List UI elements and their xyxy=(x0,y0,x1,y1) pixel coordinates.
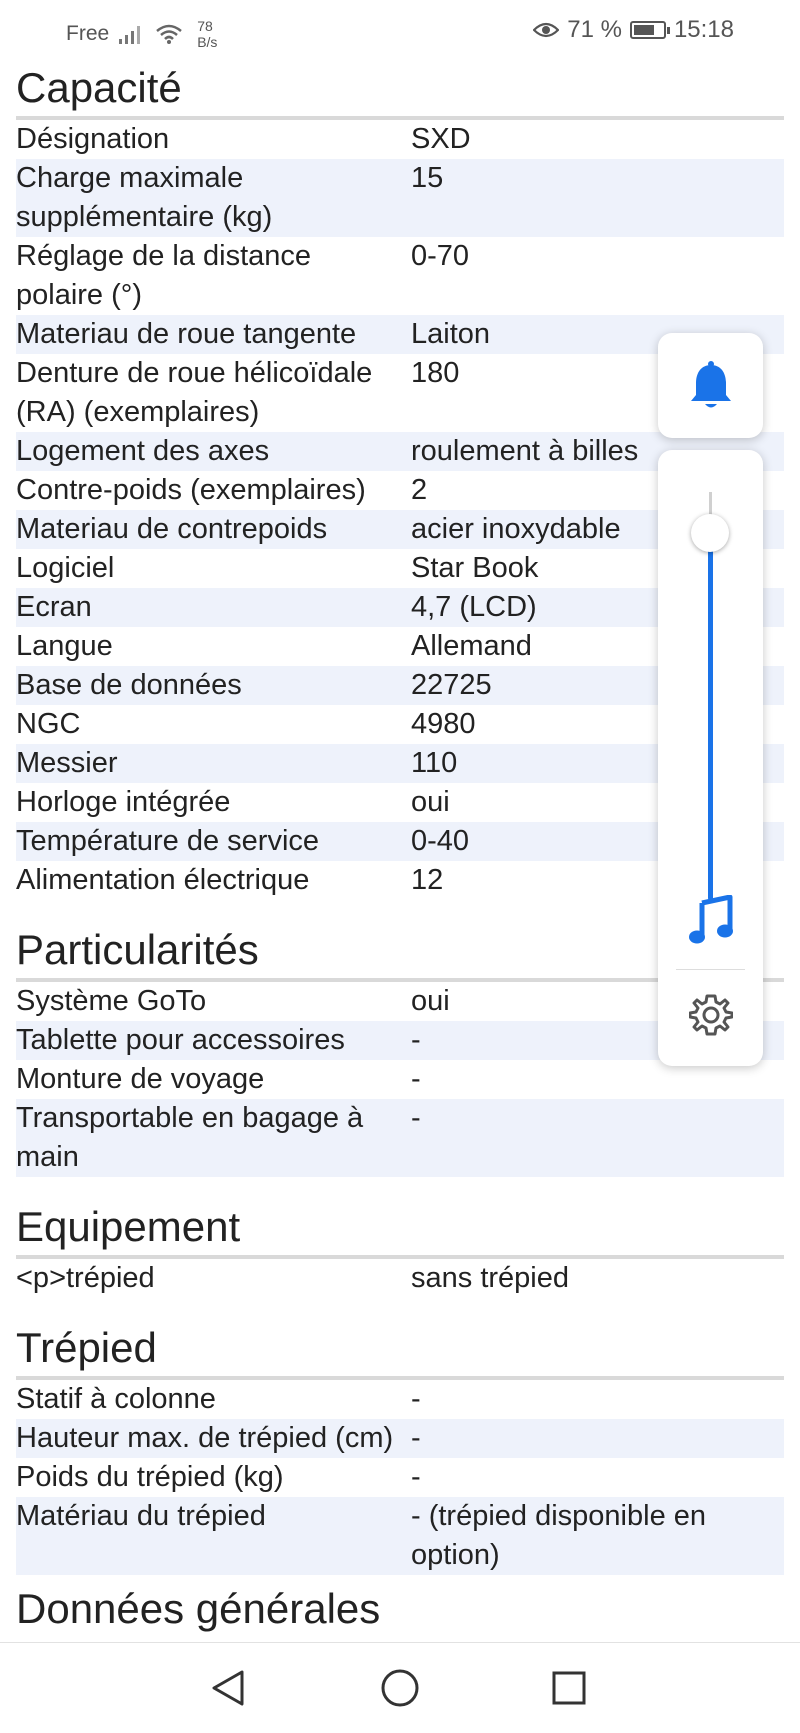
carrier-name: Free xyxy=(66,22,110,45)
section-title: Capacité xyxy=(16,60,784,120)
spec-label: Logiciel xyxy=(16,552,115,584)
spec-label: Statif à colonne xyxy=(16,1383,216,1415)
spec-value: 2 xyxy=(411,474,428,506)
volume-panel xyxy=(658,450,763,1066)
spec-row xyxy=(16,1259,784,1298)
spec-row xyxy=(16,1458,784,1497)
spec-value: 0-40 xyxy=(411,822,784,861)
next-section xyxy=(0,1583,800,1635)
spec-value: sans trépied xyxy=(411,1262,569,1294)
spec-row xyxy=(16,1099,784,1177)
spec-label: NGC xyxy=(16,708,81,740)
battery-icon xyxy=(630,21,666,39)
spec-value: Allemand xyxy=(411,630,532,662)
spec-label: Ecran xyxy=(16,588,411,627)
panel-divider xyxy=(676,969,745,970)
spec-label: Materiau de roue tangente xyxy=(16,315,411,354)
signal-icon xyxy=(119,24,145,44)
music-note-icon xyxy=(688,895,734,945)
spec-value: - xyxy=(411,1383,421,1415)
next-section-title: Données générales xyxy=(16,1585,381,1632)
spec-label: Matériau du trépied xyxy=(16,1497,411,1575)
spec-value: roulement à billes xyxy=(411,432,784,471)
spec-label: Denture de roue hélicoïdale (RA) (exemplaires) xyxy=(16,357,373,428)
spec-value: 0-70 xyxy=(411,240,470,272)
status-left xyxy=(66,18,217,50)
spec-label: Messier xyxy=(16,744,411,783)
spec-label: Base de données xyxy=(16,666,411,705)
spec-value: 4980 xyxy=(411,708,476,740)
spec-value: oui xyxy=(411,985,450,1017)
spec-value: SXD xyxy=(411,123,471,155)
spec-value: 4,7 (LCD) xyxy=(411,588,784,627)
spec-section xyxy=(0,1177,800,1298)
spec-label: Réglage de la distance polaire (°) xyxy=(16,240,312,311)
spec-label: Contre-poids (exemplaires) xyxy=(16,474,366,506)
spec-label: Système GoTo xyxy=(16,985,207,1017)
spec-label: Horloge intégrée xyxy=(16,786,231,818)
section-spacer xyxy=(16,1177,784,1199)
spec-label: Materiau de contrepoids xyxy=(16,510,411,549)
spec-row xyxy=(16,1419,784,1458)
sound-settings-button[interactable] xyxy=(686,990,736,1040)
spec-table xyxy=(16,1259,784,1298)
gear-icon xyxy=(689,993,733,1037)
home-button[interactable] xyxy=(375,1663,425,1713)
spec-value: 22725 xyxy=(411,666,784,705)
home-circle-icon xyxy=(380,1668,420,1708)
spec-label: Température de service xyxy=(16,822,411,861)
recents-button[interactable] xyxy=(544,1663,594,1713)
media-volume-button[interactable] xyxy=(684,890,738,950)
spec-value: 110 xyxy=(411,744,784,783)
spec-value: - xyxy=(411,1021,784,1060)
spec-value: Star Book xyxy=(411,552,539,584)
spec-label: Poids du trépied (kg) xyxy=(16,1461,284,1493)
spec-label: Transportable en bagage à main xyxy=(16,1099,411,1177)
spec-value: oui xyxy=(411,786,450,818)
bell-icon xyxy=(688,361,734,411)
spec-label: Alimentation électrique xyxy=(16,864,310,896)
spec-value: - xyxy=(411,1063,421,1095)
spec-label: Tablette pour accessoires xyxy=(16,1021,411,1060)
spec-value: Laiton xyxy=(411,315,784,354)
spec-value: 180 xyxy=(411,357,460,389)
back-triangle-icon xyxy=(210,1668,246,1708)
wifi-icon xyxy=(155,23,183,45)
volume-track-filled xyxy=(708,532,713,900)
spec-value: - xyxy=(411,1419,784,1458)
recents-square-icon xyxy=(551,1670,587,1706)
section-title: Trépied xyxy=(16,1320,784,1380)
spec-value: 15 xyxy=(411,159,784,237)
section-title: Equipement xyxy=(16,1199,784,1259)
battery-percent: 71 % xyxy=(567,16,622,43)
status-right xyxy=(533,16,734,44)
section-title: Particularités xyxy=(16,922,784,982)
spec-value: 12 xyxy=(411,864,444,896)
clock: 15:18 xyxy=(673,16,734,43)
spec-value: - (trépied disponible en option) xyxy=(411,1497,784,1575)
spec-label: <p>trépied xyxy=(16,1262,155,1294)
spec-table xyxy=(16,1380,784,1575)
spec-label: Désignation xyxy=(16,123,170,155)
spec-label: Hauteur max. de trépied (cm) xyxy=(16,1419,411,1458)
section-spacer xyxy=(16,1298,784,1320)
spec-section xyxy=(0,1298,800,1575)
spec-value: - xyxy=(411,1461,421,1493)
network-speed: 78 B/s xyxy=(197,18,218,50)
spec-row xyxy=(16,120,784,159)
spec-row xyxy=(16,159,784,237)
navigation-bar xyxy=(0,1642,800,1733)
back-button[interactable] xyxy=(203,1663,253,1713)
spec-value: - xyxy=(411,1099,784,1177)
eye-comfort-icon xyxy=(533,21,559,39)
spec-row xyxy=(16,1497,784,1575)
spec-row xyxy=(16,1380,784,1419)
spec-value: acier inoxydable xyxy=(411,510,784,549)
spec-label: Charge maximale supplémentaire (kg) xyxy=(16,159,411,237)
spec-label: Monture de voyage xyxy=(16,1063,265,1095)
spec-row xyxy=(16,237,784,315)
status-bar xyxy=(0,0,800,60)
spec-label: Logement des axes xyxy=(16,432,411,471)
spec-row xyxy=(16,1060,784,1099)
volume-slider-thumb[interactable] xyxy=(691,514,729,552)
ringer-mode-button[interactable] xyxy=(658,333,763,438)
spec-label: Langue xyxy=(16,630,113,662)
